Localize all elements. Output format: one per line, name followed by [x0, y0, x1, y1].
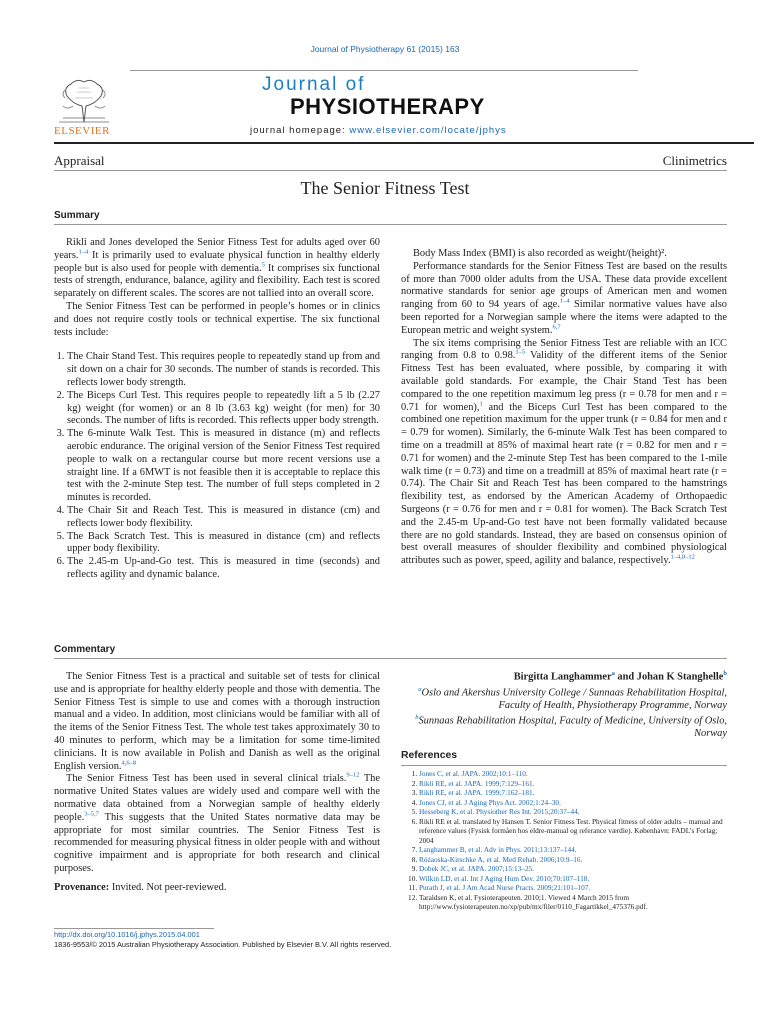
affiliation-marker: a — [418, 685, 422, 693]
affiliation-text: Oslo and Akershus University College / Sunnaas Rehabilitation Hospital, Faculty of Health, Physiotherapy Programme, Norway — [421, 687, 727, 711]
section-clinimetrics: Clinimetrics — [662, 153, 727, 168]
summary-right-column — [401, 248, 727, 568]
footer-rule — [54, 928, 214, 929]
references-rule — [401, 765, 727, 766]
list-item: 5. The Back Scratch Test. This is measured in distance (cm) and reflects upper body flexibility. — [67, 531, 380, 557]
provenance-text: Invited. Not peer-reviewed. — [109, 881, 227, 893]
reference-text[interactable]: Rikli RE, et al. JAPA. 1999;7:129–161. — [419, 778, 535, 788]
list-item: 1. The Chair Stand Test. This requires people to repeatedly stand up from and sit down on a chair for 30 seconds. The number of stands is recorded. This reflects lower body strength. — [67, 351, 380, 389]
section-appraisal: Appraisal — [54, 153, 105, 168]
reference-item[interactable] — [419, 779, 727, 789]
summary-paragraph: The Senior Fitness Test can be performed in people’s homes or in clinics and does not require costly tools or technical expertise. The six functional tests include: — [54, 300, 380, 338]
reference-item[interactable] — [419, 855, 727, 865]
text: This suggests that the United States normative data may be appropriate for most similar countries. The Senior Fitness Test is recommended for measuring physical fitness in older people with and without cognitive impairment and is appropriate for both research and clinical purposes. — [54, 811, 380, 874]
citation-ref[interactable]: 6,7 — [552, 323, 561, 331]
reference-text[interactable]: Taraldsen K, et al. Fysioterapeuten. 2010;1. Viewed 4 March 2015 from http://www.fysioterapeuten.no/xp/pub/mx/filer/0110_Fagartikkel_475376.pdf. — [419, 892, 648, 911]
text: The Senior Fitness Test is a practical and suitable set of tests for clinical use and is appropriate for healthy elderly people and those with dementia. The Senior Fitness Test is simple to use and comes with a thorough instruction manual and a video. In addition, most clinicians would be familiar with all of the items of the Senior Fitness Test. The whole test takes approximately 30 to 40 minutes to perform, which may be a limitation for some time-limited clinicians. It is now available in Polish and Danish as well as the original English version. — [54, 671, 380, 772]
commentary-paragraph — [54, 773, 380, 875]
summary-rule — [54, 224, 727, 225]
article-title: The Senior Fitness Test — [300, 178, 470, 198]
reference-item[interactable] — [419, 893, 727, 912]
reference-item[interactable] — [419, 788, 727, 798]
text: Similar normative values have also been reported for a Norwegian sample where the items were adapted to the European metric and weight system. — [401, 299, 727, 336]
summary-paragraph — [401, 338, 727, 568]
reference-item[interactable] — [419, 864, 727, 874]
text: It comprises six functional tests of strength, endurance, balance, agility and flexibility. Each test is scored separately on different scales. The scores are not tallied into an overall score. — [54, 262, 380, 300]
doi-link[interactable]: http://dx.doi.org/10.1016/j.jphys.2015.04.001 — [54, 930, 200, 939]
reference-text[interactable]: Hesseberg K, et al. Physiother Res Int. 2015;20:37–44. — [419, 807, 580, 816]
affiliation-marker[interactable]: a — [611, 670, 615, 677]
reference-text: Rikli RE et al. translated by Hansen T. Senior Fitness Test. Physical fitness of older adults – manual and reference values (Fysisk formåen hos eldre-manual og referance værdie). København: FADL’s Forlag; 2004 — [419, 816, 723, 845]
masthead-rule — [130, 70, 638, 71]
elsevier-wordmark: ELSEVIER — [54, 125, 110, 137]
provenance — [54, 882, 380, 895]
commentary-paragraph — [54, 671, 380, 773]
reference-item[interactable] — [419, 769, 727, 779]
reference-text[interactable]: Jones C, et al. JAPA. 2002;10:1–110. — [419, 769, 528, 778]
text: Validity of the different items of the Senior Fitness Test has been evaluated, where possible, by comparing it with available gold standards. For example, the Chair Stand Test has been compared to the one repetition maximum leg press (r = 0.78 for men and r = 0.71 for women), — [401, 350, 727, 413]
reference-item[interactable] — [419, 874, 727, 884]
reference-item[interactable] — [419, 807, 727, 817]
section-rule — [54, 170, 727, 171]
reference-text[interactable]: Wilkin LD, et al. Int J Aging Hum Dev. 2010;70:107–118. — [419, 873, 590, 883]
copyright-notice: 1836-9553/© 2015 Australian Physiotherapy Association. Published by Elsevier B.V. All rights reserved. — [54, 940, 392, 949]
journal-homepage — [250, 125, 507, 136]
summary-paragraph — [54, 237, 380, 301]
list-item: 6. The 2.45-m Up-and-Go test. This is measured in time (seconds) and reflects agility and dynamic balance. — [67, 556, 380, 582]
summary-heading: Summary — [54, 210, 100, 221]
commentary-column — [54, 671, 380, 895]
text: The six items comprising the Senior Fitness Test are reliable with an ICC ranging from 0.8 to 0.98. — [401, 337, 727, 362]
citation-ref[interactable]: 1–5 — [515, 348, 526, 356]
summary-left-column — [54, 237, 380, 582]
citation-ref[interactable]: 5 — [261, 261, 265, 269]
citation-ref[interactable]: 1–4 — [559, 297, 570, 305]
text: The normative United States values are widely used and compare well with the normative data obtained from a Norwegian sample of healthy elderly people. — [54, 773, 380, 823]
citation-ref[interactable]: 3–5,7 — [84, 810, 99, 818]
journal-of-label: Journal of — [262, 74, 366, 95]
reference-item[interactable] — [419, 798, 727, 808]
reference-item — [419, 817, 727, 846]
reference-item[interactable] — [419, 845, 727, 855]
citation-ref[interactable]: 4,6–8 — [121, 759, 137, 767]
reference-text[interactable]: Jones CJ, et al. J Aging Phys Act. 2002;1:24–30. — [419, 797, 561, 807]
author-name: Birgitta Langhammer — [513, 671, 612, 683]
homepage-link[interactable]: www.elsevier.com/locate/jphys — [349, 125, 507, 136]
list-item: 3. The 6-minute Walk Test. This is measured in distance (m) and reflects aerobic endurance. The original version of the Senior Fitness Test required people to walk on a rectangular course but more recent versions use a straight line. If a 6MWT is not feasible then it is acceptable to replace this test with the 2-minute Step test. The number of full steps completed in 2 minutes is recorded. — [67, 428, 380, 505]
author-block — [401, 668, 727, 741]
reference-text[interactable]: Langhammer B, et al. Adv in Phys. 2011;13:137–144. — [419, 845, 577, 854]
reference-text[interactable]: Różaoska-Kirschke A, et al. Med Rehab. 2006;10:9–16. — [419, 854, 583, 864]
affiliation-marker: b — [415, 714, 419, 722]
list-item: 2. The Biceps Curl Test. This requires people to repeatedly lift a 5 lb (2.27 kg) weight (for women) or an 8 lb (3.63 kg) weight (for men) for 30 seconds. The number of lifts is recorded. This reflects upper body strength. — [67, 390, 380, 428]
affiliation-text: Sunnaas Rehabilitation Hospital, Faculty of Medicine, University of Oslo, Norway — [418, 715, 727, 740]
citation-ref[interactable]: 1–4 — [78, 248, 89, 256]
text: Rikli and Jones developed the Senior Fitness Test for adults aged over 60 years. — [54, 237, 380, 261]
author-name: and Johan K Stanghelle — [614, 671, 724, 683]
text: It is primarily used to evaluate physical function in healthy elderly people but is also used for people with dementia. — [54, 249, 380, 274]
masthead-divider — [54, 142, 754, 144]
homepage-label: journal homepage: — [250, 125, 346, 136]
references-heading: References — [401, 750, 458, 761]
reference-item[interactable] — [419, 883, 727, 893]
functional-tests-list — [54, 351, 380, 581]
journal-citation[interactable]: Journal of Physiotherapy 61 (2015) 163 — [310, 44, 460, 54]
citation-ref[interactable]: 9–12 — [346, 771, 360, 779]
reference-text[interactable]: Purath J, et al. J Am Acad Nurse Practs. 2009;21:101–107. — [419, 883, 591, 892]
citation-ref[interactable]: 1–4,8–12 — [670, 553, 695, 561]
reference-text[interactable]: Rikli RE, et al. JAPA. 1999;7:162–181. — [419, 788, 535, 797]
provenance-label: Provenance: — [54, 881, 110, 893]
affiliation-b — [401, 712, 727, 740]
affiliation-marker[interactable]: b — [723, 670, 727, 677]
list-item: 4. The Chair Sit and Reach Test. This is measured in distance (cm) and reflects lower body flexibility. — [67, 505, 380, 531]
summary-paragraph — [401, 261, 727, 338]
citation-ref[interactable]: 1 — [479, 400, 483, 408]
text: Performance standards for the Senior Fitness Test are based on the results of more than 7000 older adults from the USA. These data provide excellent normative standards for senior age groups of American men and women ranging from 60 to 94 years of age. — [401, 260, 727, 311]
commentary-rule — [54, 658, 727, 659]
affiliation-a — [401, 684, 727, 712]
references-list — [401, 769, 727, 912]
text: and the Biceps Curl Test has been compared to the combined one repetition maximum for the upper trunk (r = 0.84 for men and r = 0.79 for women). Similarly, the 6-minute Walk Test has been compared to time on a treadmill at 85% of maximal heart rate (r = 0.82 for men and r = 0.71 for women) and the 2-minute Step Test has been compared to the 1-mile walk time (r = 0.73) and time on a treadmill at 85% of maximal heart rate (r = 0.74). The Chair Sit and Reach Test has been compared to the hamstrings flexibility test, as endorsed by the American Academy of Orthopaedic Surgeons (r = 0.76 for men and r = 0.81 for women). The Back Scratch Test and the 2.45-m Up-and-Go test have not been formally validated because there are no gold standards. Instead, they are based on consensus opinion of best overall measures of shoulder flexibility and combined physiological attributes such as power, speed, agility and balance, respectively. — [401, 401, 727, 567]
commentary-heading: Commentary — [54, 644, 116, 655]
summary-paragraph: Body Mass Index (BMI) is also recorded as weight/(height)². — [413, 248, 667, 259]
text: The Senior Fitness Test has been used in several clinical trials. — [66, 773, 347, 785]
journal-name: PHYSIOTHERAPY — [290, 94, 485, 119]
reference-text[interactable]: Dobek JC, et al. JAPA. 2007;15:13–25. — [419, 864, 535, 873]
author-names — [401, 668, 727, 684]
